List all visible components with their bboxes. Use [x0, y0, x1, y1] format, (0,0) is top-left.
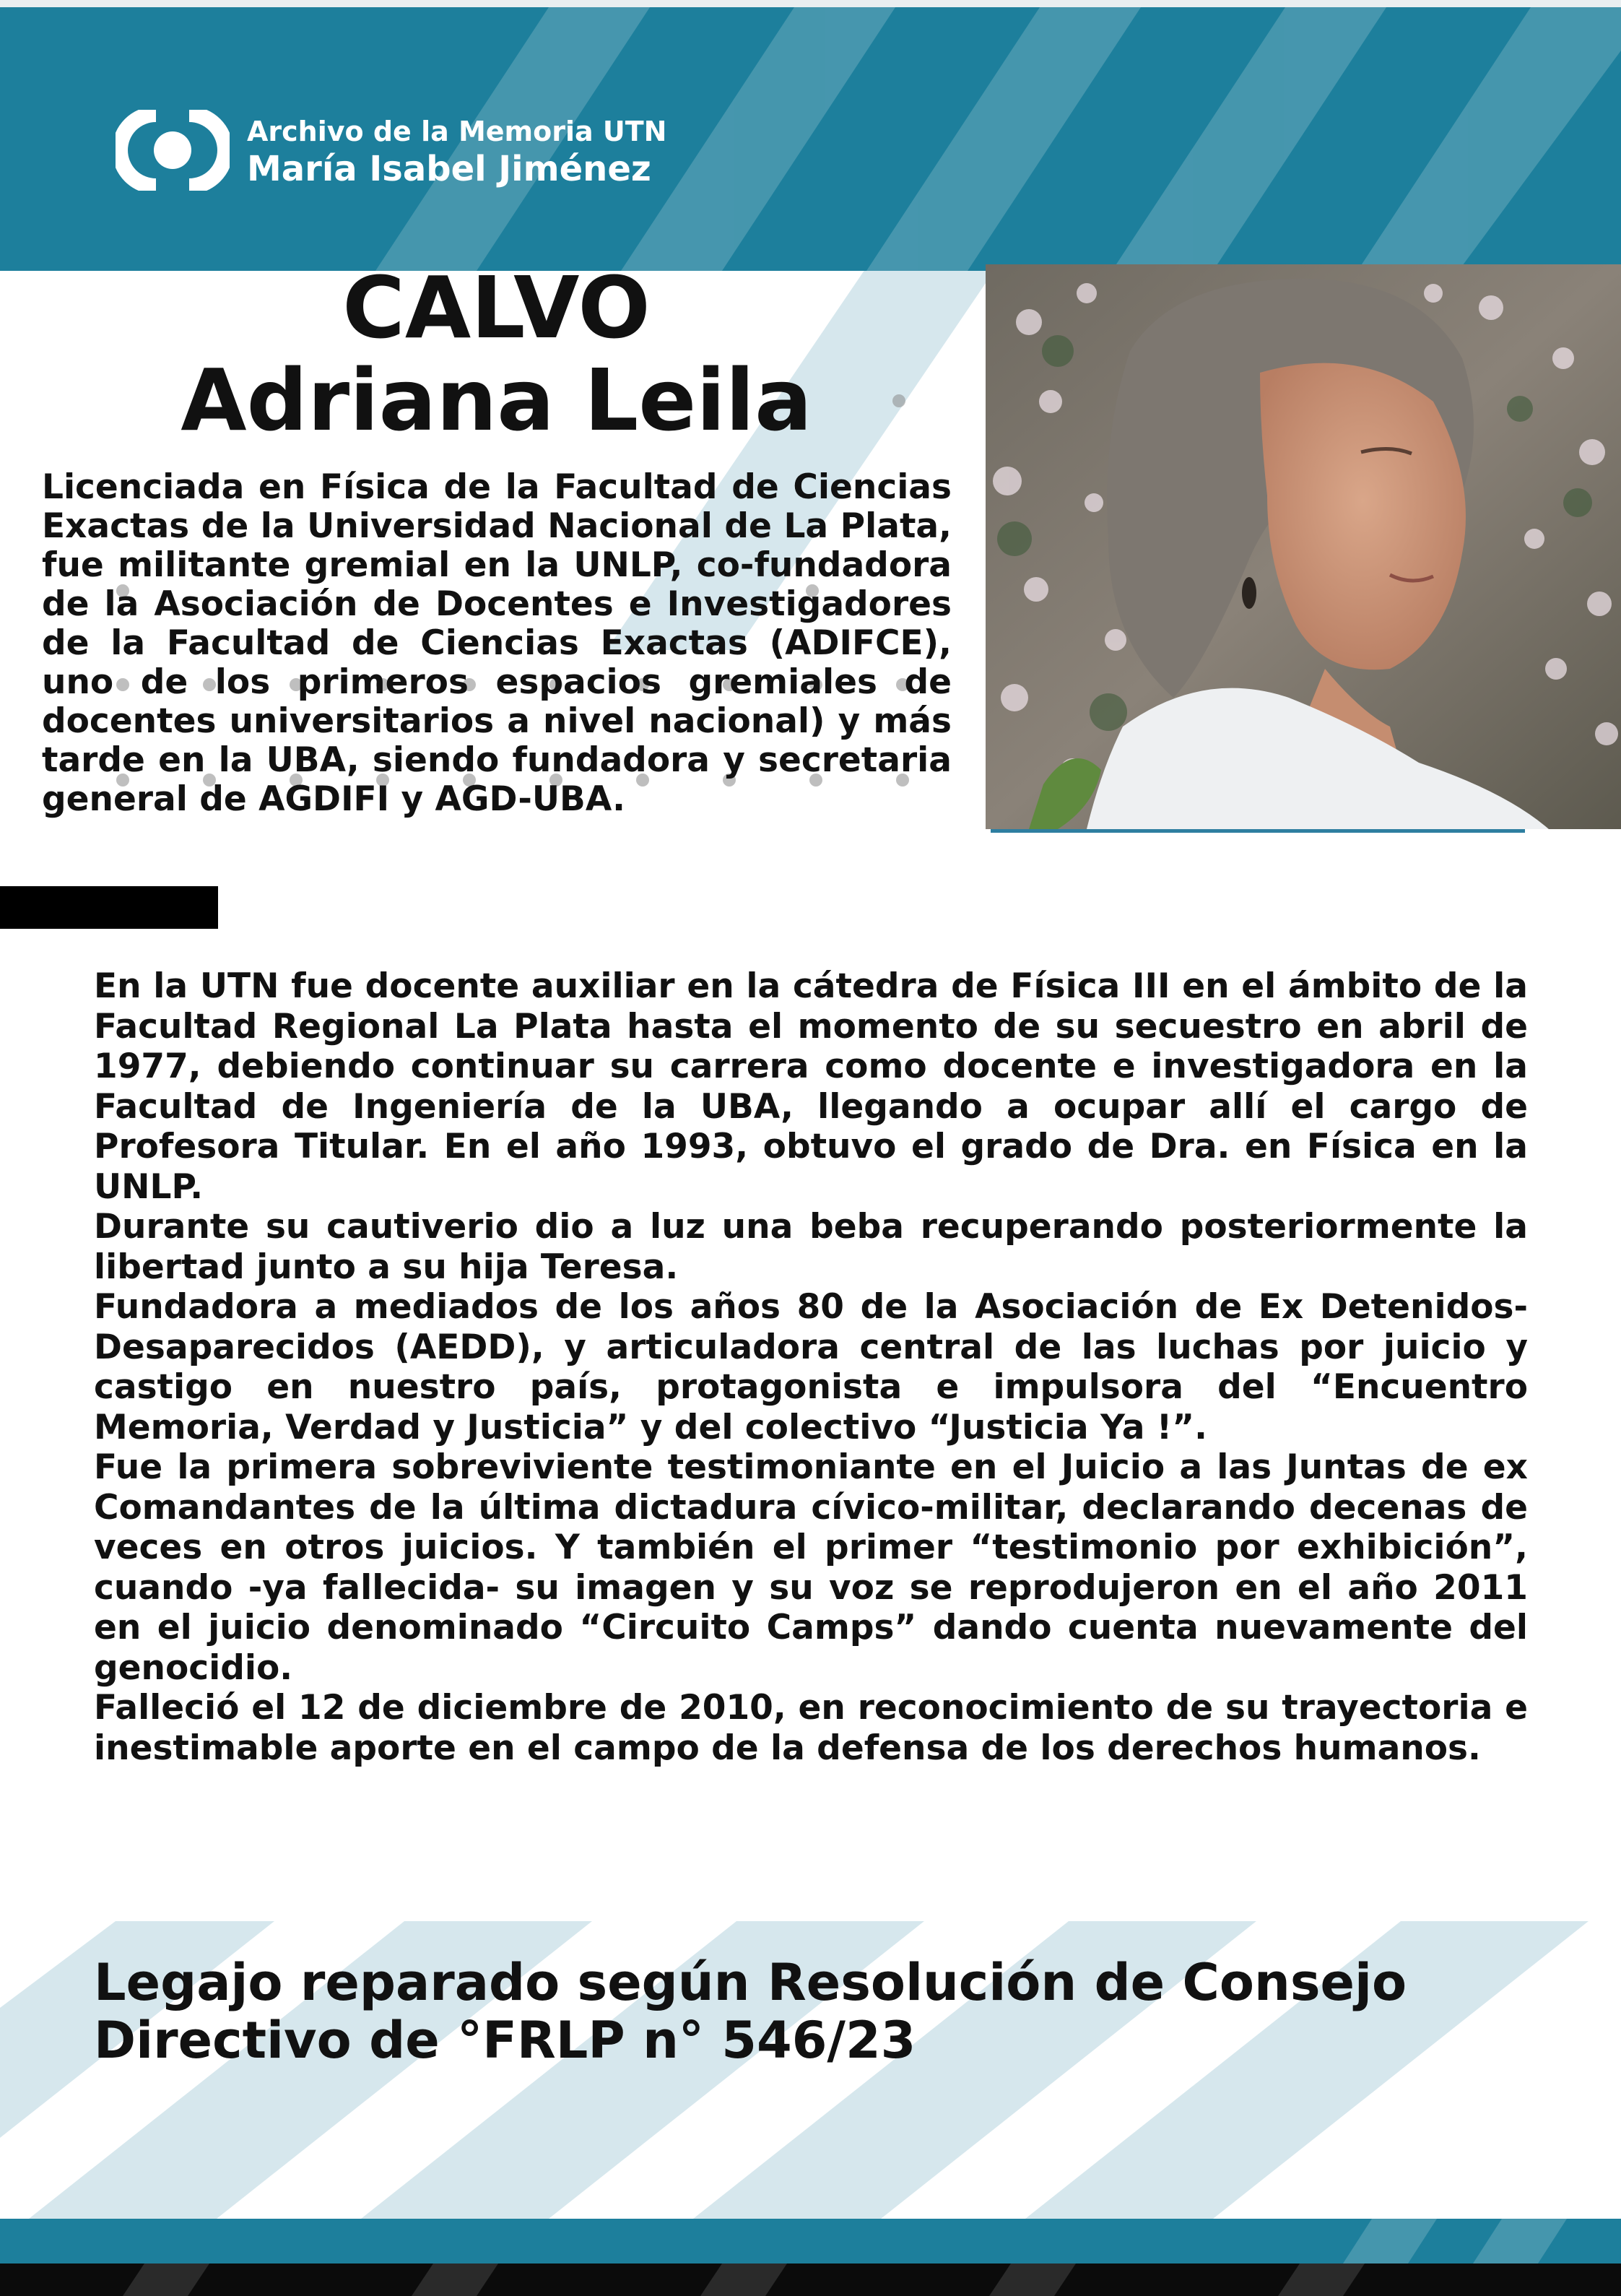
portrait-photo: [986, 264, 1621, 829]
resolution-note: [94, 1954, 1538, 2069]
top-edge: [0, 0, 1621, 7]
header-banner: [0, 7, 1621, 271]
biography-paragraph: Fundadora a mediados de los años 80 de la Asociación de Ex Detenidos-Desaparecidos (AEDD), y articuladora central de las luchas por juicio y castigo en nuestro país, protagonista e impulsora del “Encuentro Memoria, Verdad y Justicia” y del colectivo “Justicia Ya !”.: [94, 1287, 1528, 1447]
photo-underline: [991, 829, 1525, 833]
biography-paragraph: Fue la primera sobreviviente testimoniante en el Juicio a las Juntas de ex Comandantes de la última dictadura cívico-militar, declarando decenas de veces en otros juicios. Y también el primer “testimonio por exhibición”, cuando -ya fallecida- su imagen y su voz se reprodujeron en el año 2011 en el juicio denominado “Circuito Camps” dando cuenta nuevamente del genocidio.: [94, 1447, 1528, 1688]
biography-paragraph: En la UTN fue docente auxiliar en la cátedra de Física III en el ámbito de la Facultad Regional La Plata hasta el momento de su secuestro en abril de 1977, debiendo continuar su carrera como docente e investigadora en la Facultad de Ingeniería de la UBA, llegando a ocupar allí el cargo de Profesora Titular. En el año 1993, obtuvo el grado de Dra. en Física en la UNLP.: [94, 966, 1528, 1207]
header-stripes: [0, 7, 1621, 271]
footer-base-stripes: [0, 2263, 1621, 2296]
person-given-names: Adriana Leila: [181, 350, 812, 450]
resolution-note-line1: Legajo reparado según Resolución de Consejo: [94, 1953, 1407, 2012]
person-surname: CALVO: [342, 258, 651, 358]
footer-band: [0, 2219, 1621, 2263]
resolution-note-line2: Directivo de °FRLP n° 546/23: [94, 2011, 916, 2070]
footer-stripes: [0, 2219, 1621, 2263]
archive-ring-logo-icon: [116, 110, 230, 191]
intro-paragraph: Licenciada en Física de la Facultad de Ciencias Exactas de la Universidad Nacional de La Plata, fue militante gremial en la UNLP, co-fundadora de la Asociación de Docentes e Investigadores de la Facultad de Ciencias Exactas (ADIFCE), uno de los primeros espacios gremiales de docentes universitarios a nivel nacional) y más tarde en la UBA, siendo fundadora y secretaria general de AGDIFI y AGD-UBA.: [42, 467, 952, 819]
biography-paragraph: Durante su cautiverio dio a luz una beba recuperando posteriormente la libertad junto a su hija Teresa.: [94, 1207, 1528, 1287]
brand-title: Archivo de la Memoria UTN: [247, 116, 667, 147]
brand-subtitle: María Isabel Jiménez: [247, 149, 651, 189]
biography-body: [94, 966, 1528, 1768]
section-divider-bar: [0, 886, 218, 929]
footer-base: [0, 2263, 1621, 2296]
biography-paragraph: Falleció el 12 de diciembre de 2010, en reconocimiento de su trayectoria e inestimable aporte en el campo de la defensa de los derechos humanos.: [94, 1688, 1528, 1768]
